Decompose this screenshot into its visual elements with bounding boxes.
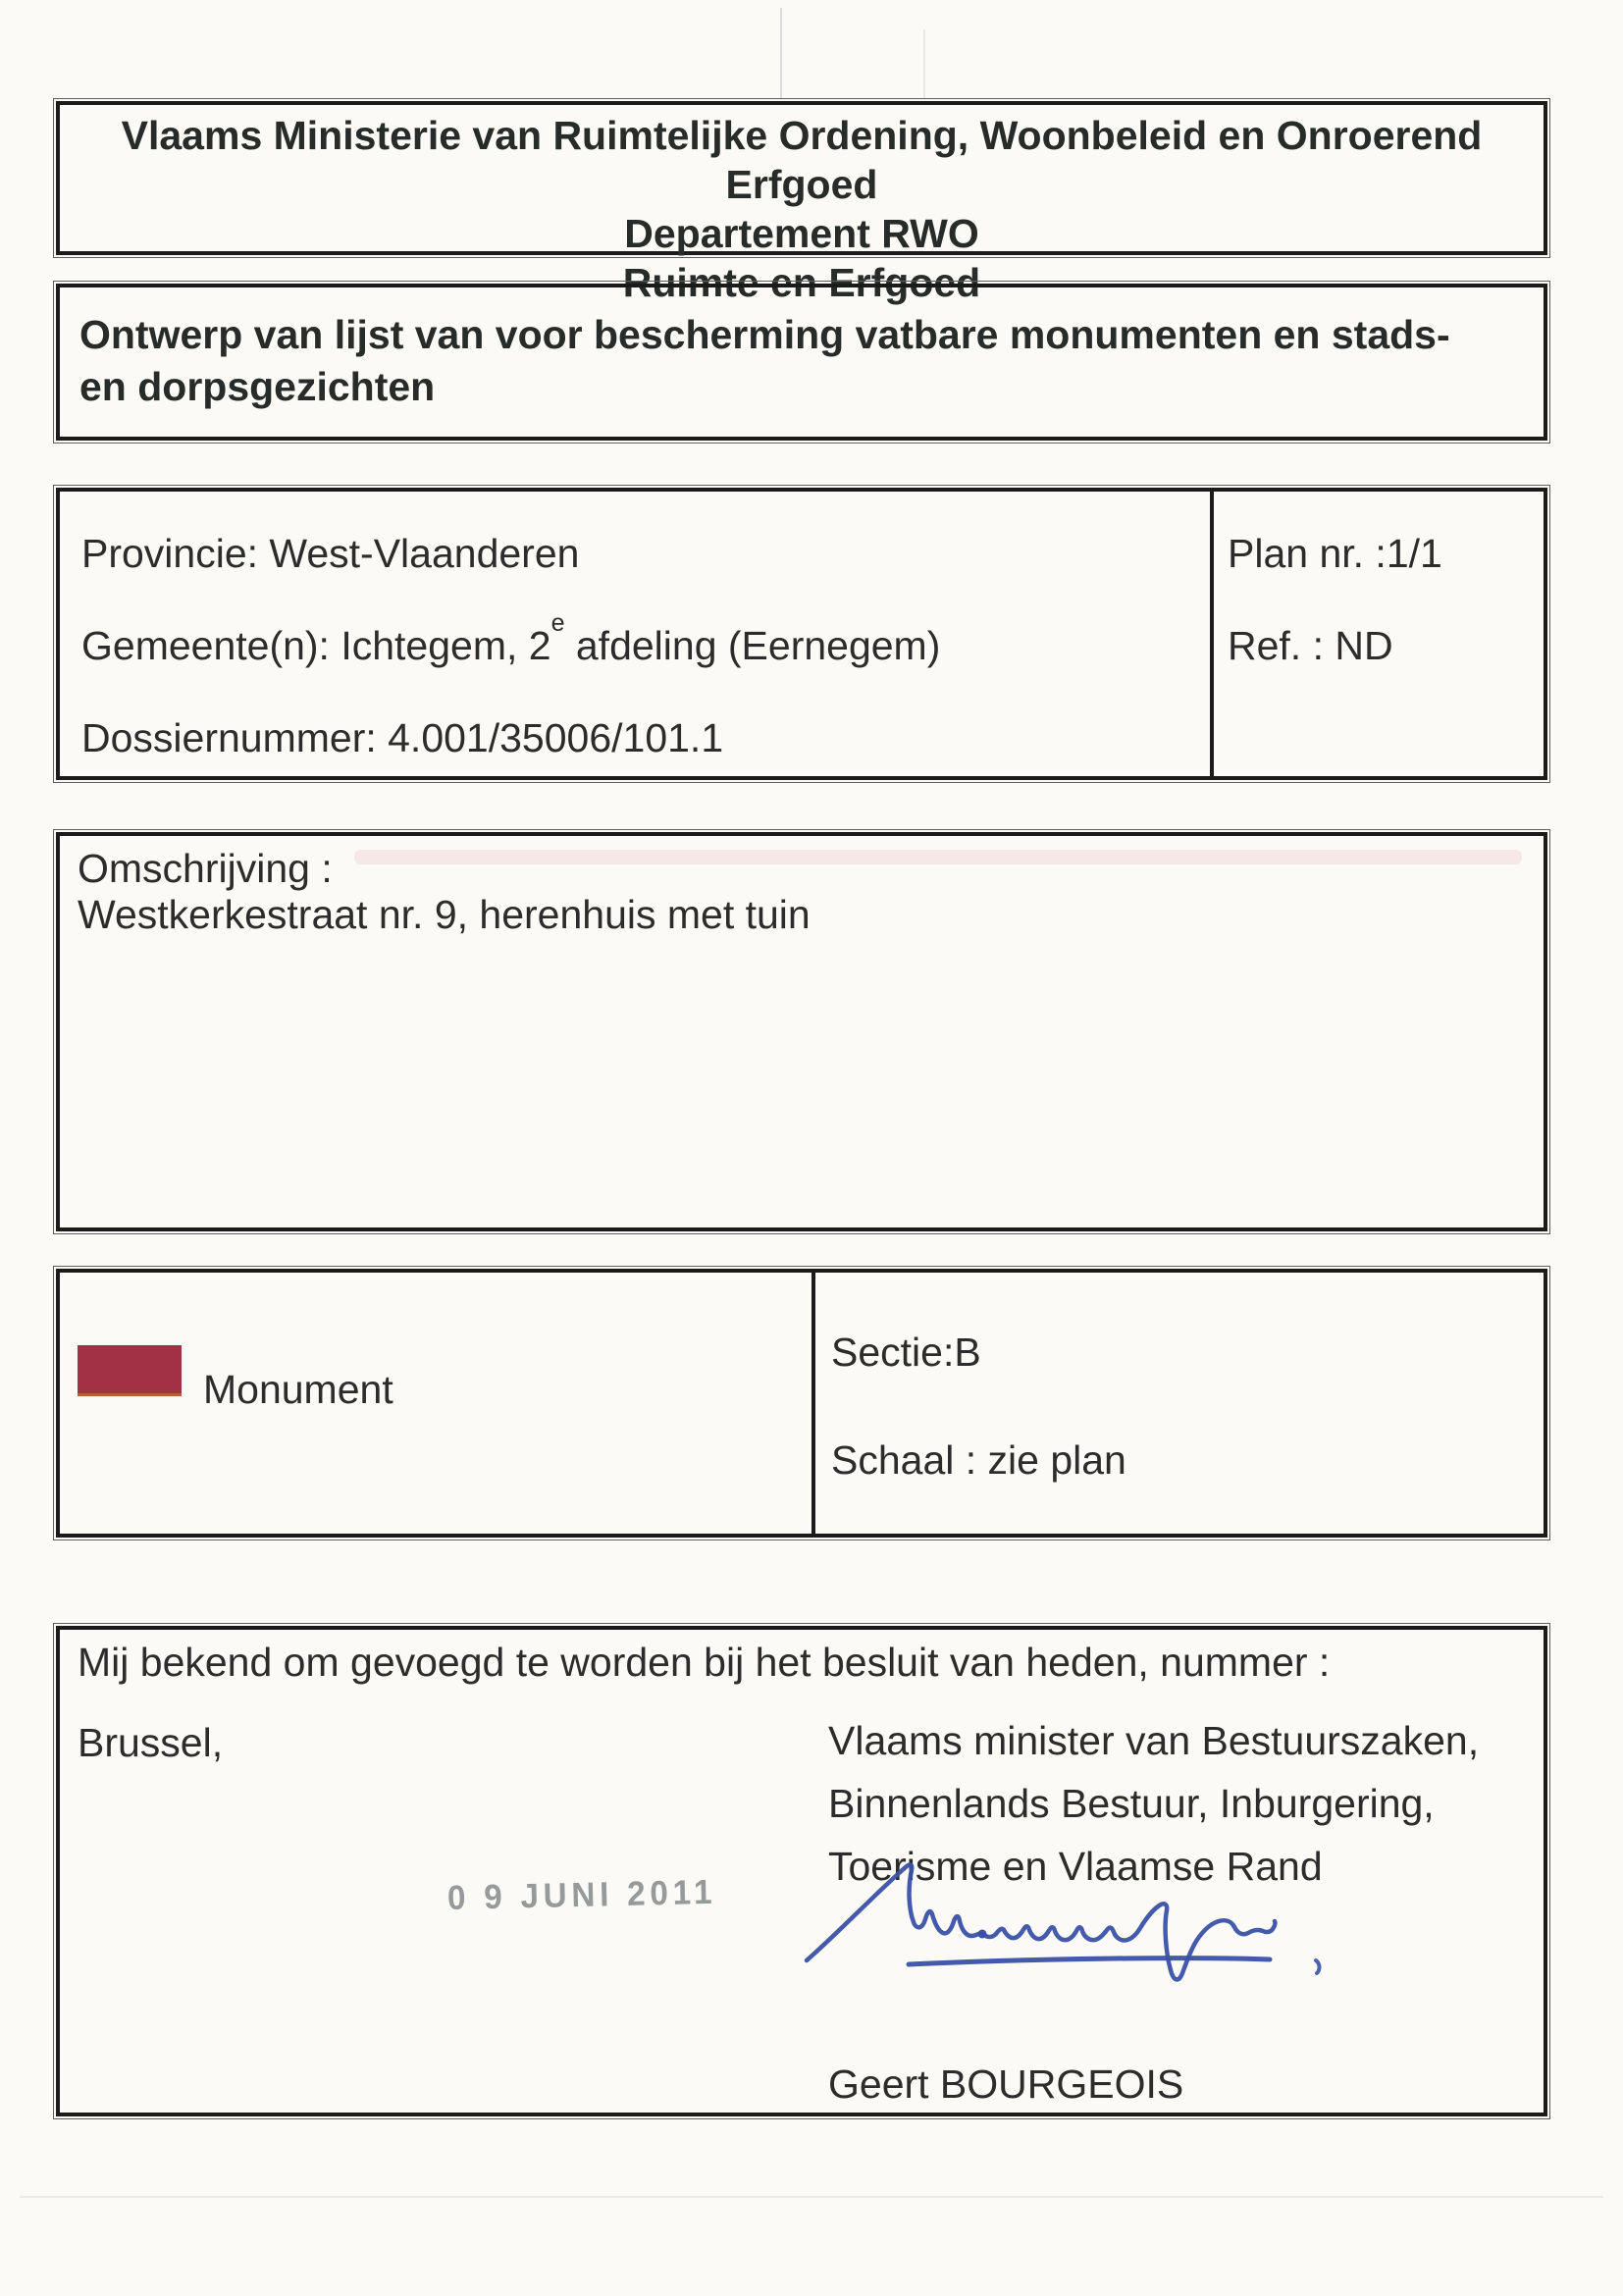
scan-artifact-pink-streak	[354, 850, 1522, 864]
department-title: Departement RWO	[624, 211, 979, 256]
legend-box	[56, 1269, 1547, 1538]
ministry-header-box	[56, 101, 1547, 305]
minister-title-line2: Binnenlands Bestuur, Inburgering,	[828, 1781, 1435, 1826]
description-label: Omschrijving :	[78, 846, 333, 891]
division-title: Ruimte en Erfgoed	[622, 260, 981, 305]
scan-artifact-vertical-line	[923, 29, 925, 98]
signature	[779, 1845, 1329, 2021]
legend-left-cell	[60, 1273, 815, 1534]
dossier-info-box	[56, 488, 1547, 780]
reference-field: Ref. : ND	[1228, 623, 1393, 668]
ministry-title: Vlaams Ministerie van Ruimtelijke Ordening, Woonbeleid en Onroerend Erfgoed	[121, 113, 1483, 207]
province-field: Provincie: West-Vlaanderen	[81, 531, 580, 576]
dossier-number-field: Dossiernummer: 4.001/35006/101.1	[81, 715, 724, 760]
dossier-left-cell	[60, 492, 1214, 776]
signer-name: Geert BOURGEOIS	[828, 2061, 1184, 2107]
approval-statement: Mij bekend om gevoegd te worden bij het besluit van heden, nummer :	[78, 1640, 1331, 1685]
monument-label: Monument	[203, 1367, 393, 1412]
dossier-right-cell	[1214, 492, 1544, 776]
scan-artifact-vertical-line	[780, 8, 782, 98]
minister-title-line1: Vlaams minister van Bestuurszaken,	[828, 1718, 1480, 1763]
scale-field: Schaal : zie plan	[831, 1437, 1126, 1483]
signature-ink	[779, 1845, 1329, 2021]
municipality-text: Gemeente(n): Ichtegem, 2	[81, 623, 551, 668]
description-value: Westkerkestraat nr. 9, herenhuis met tuin	[78, 892, 811, 937]
subject-box	[56, 284, 1547, 441]
description-box	[56, 832, 1547, 1231]
legend-right-cell	[815, 1273, 1544, 1534]
monument-legend-swatch	[78, 1345, 182, 1396]
document-subject: Ontwerp van lijst van voor bescherming vatbare monumenten en stads- en dorpsgezichten	[79, 312, 1450, 409]
plan-number-field: Plan nr. :1/1	[1228, 531, 1442, 576]
municipality-field	[81, 609, 941, 669]
approval-box	[56, 1626, 1547, 2116]
section-field: Sectie:B	[831, 1330, 981, 1375]
municipality-text-suffix: afdeling (Eernegem)	[564, 623, 941, 668]
date-stamp: 0 9 JUNI 2011	[446, 1872, 717, 1917]
place-label: Brussel,	[78, 1720, 224, 1765]
scan-artifact-horizontal-line	[20, 2196, 1603, 2198]
municipality-superscript: e	[550, 609, 565, 638]
minister-title-line3: Toerisme en Vlaamse Rand	[828, 1844, 1323, 1889]
